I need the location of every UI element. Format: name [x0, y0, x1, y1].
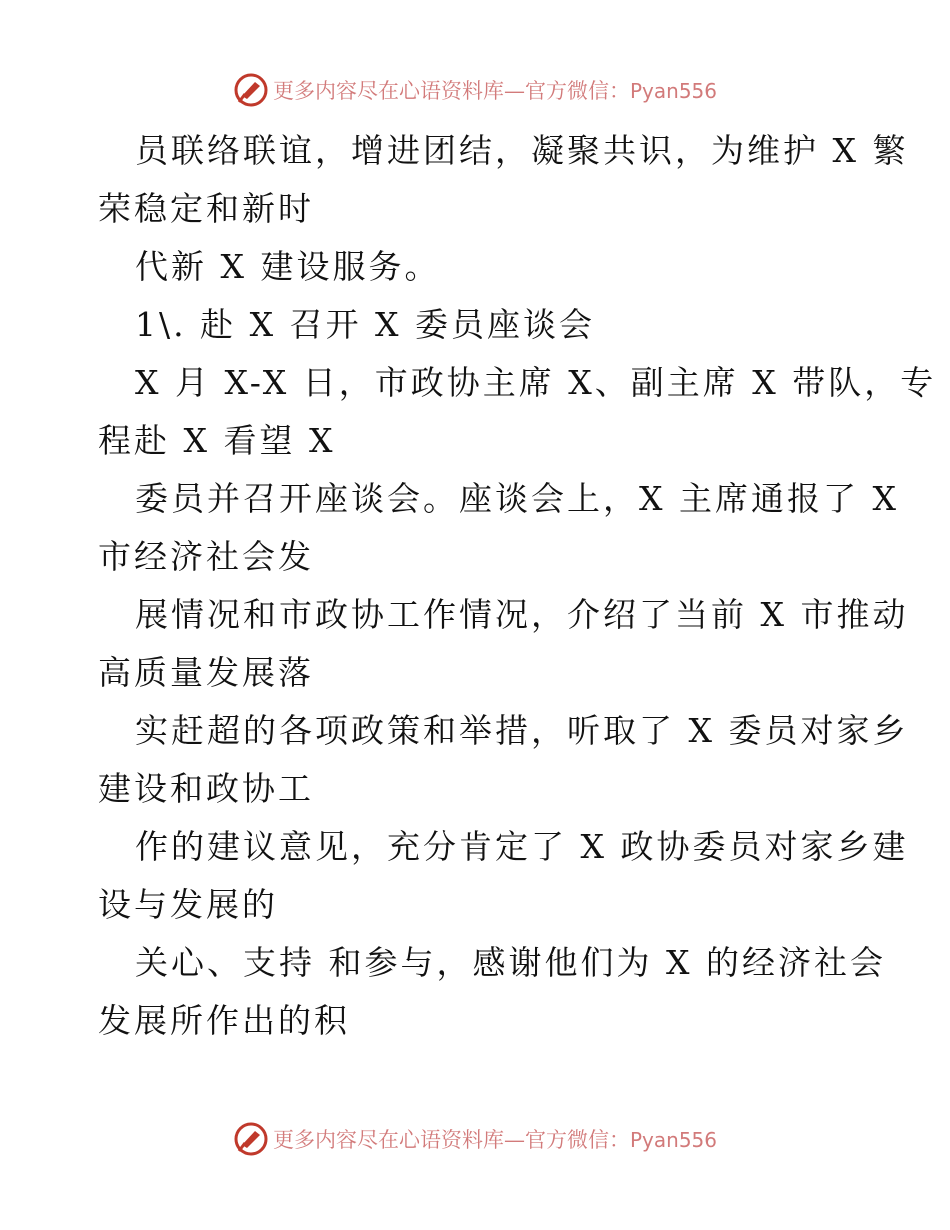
banner-site-name: 更多内容尽在心语资料库 [272, 79, 504, 103]
text-line: 荣稳定和新时 [98, 189, 314, 228]
header-banner [0, 72, 950, 108]
brand-logo-icon [233, 72, 269, 108]
text-line: 建设和政协工 [98, 769, 314, 808]
text-line: 高质量发展落 [98, 653, 314, 692]
text-line: 市经济社会发 [98, 537, 314, 576]
banner-dash: — [503, 79, 525, 103]
banner-site-name: 更多内容尽在心语资料库 [272, 1128, 504, 1152]
text-line: 作的建议意见，充分肯定了 X 政协委员对家乡建 [135, 827, 909, 866]
banner-wechat-id: Pyan556 [629, 1128, 717, 1152]
banner-wechat-label: 官方微信： [524, 1128, 630, 1152]
banner-wechat-id: Pyan556 [629, 79, 717, 103]
text-line: 实赶超的各项政策和举措，听取了 X 委员对家乡 [135, 711, 909, 750]
footer-banner [0, 1121, 950, 1157]
text-line: 发展所作出的积 [98, 1001, 350, 1040]
text-line: 委员并召开座谈会。座谈会上，X 主席通报了 X [135, 479, 899, 518]
brand-logo-icon [233, 1121, 269, 1157]
banner-text [273, 1124, 717, 1154]
text-line: X 月 X-X 日，市政协主席 X、副主席 X 带队，专 [135, 363, 937, 402]
banner-dash: — [503, 1128, 525, 1152]
text-line: 代新 X 建设服务。 [135, 247, 441, 286]
text-line: 关心、支持 和参与，感谢他们为 X 的经济社会 [135, 943, 886, 982]
banner-wechat-label: 官方微信： [524, 79, 630, 103]
text-line: 1\. 赴 X 召开 X 委员座谈会 [135, 305, 596, 344]
text-line: 设与发展的 [98, 885, 278, 924]
text-line: 展情况和市政协工作情况，介绍了当前 X 市推动 [135, 595, 909, 634]
text-line: 员联络联谊，增进团结，凝聚共识，为维护 X 繁 [135, 131, 909, 170]
banner-text [273, 75, 717, 105]
text-line: 程赴 X 看望 X [98, 421, 336, 460]
